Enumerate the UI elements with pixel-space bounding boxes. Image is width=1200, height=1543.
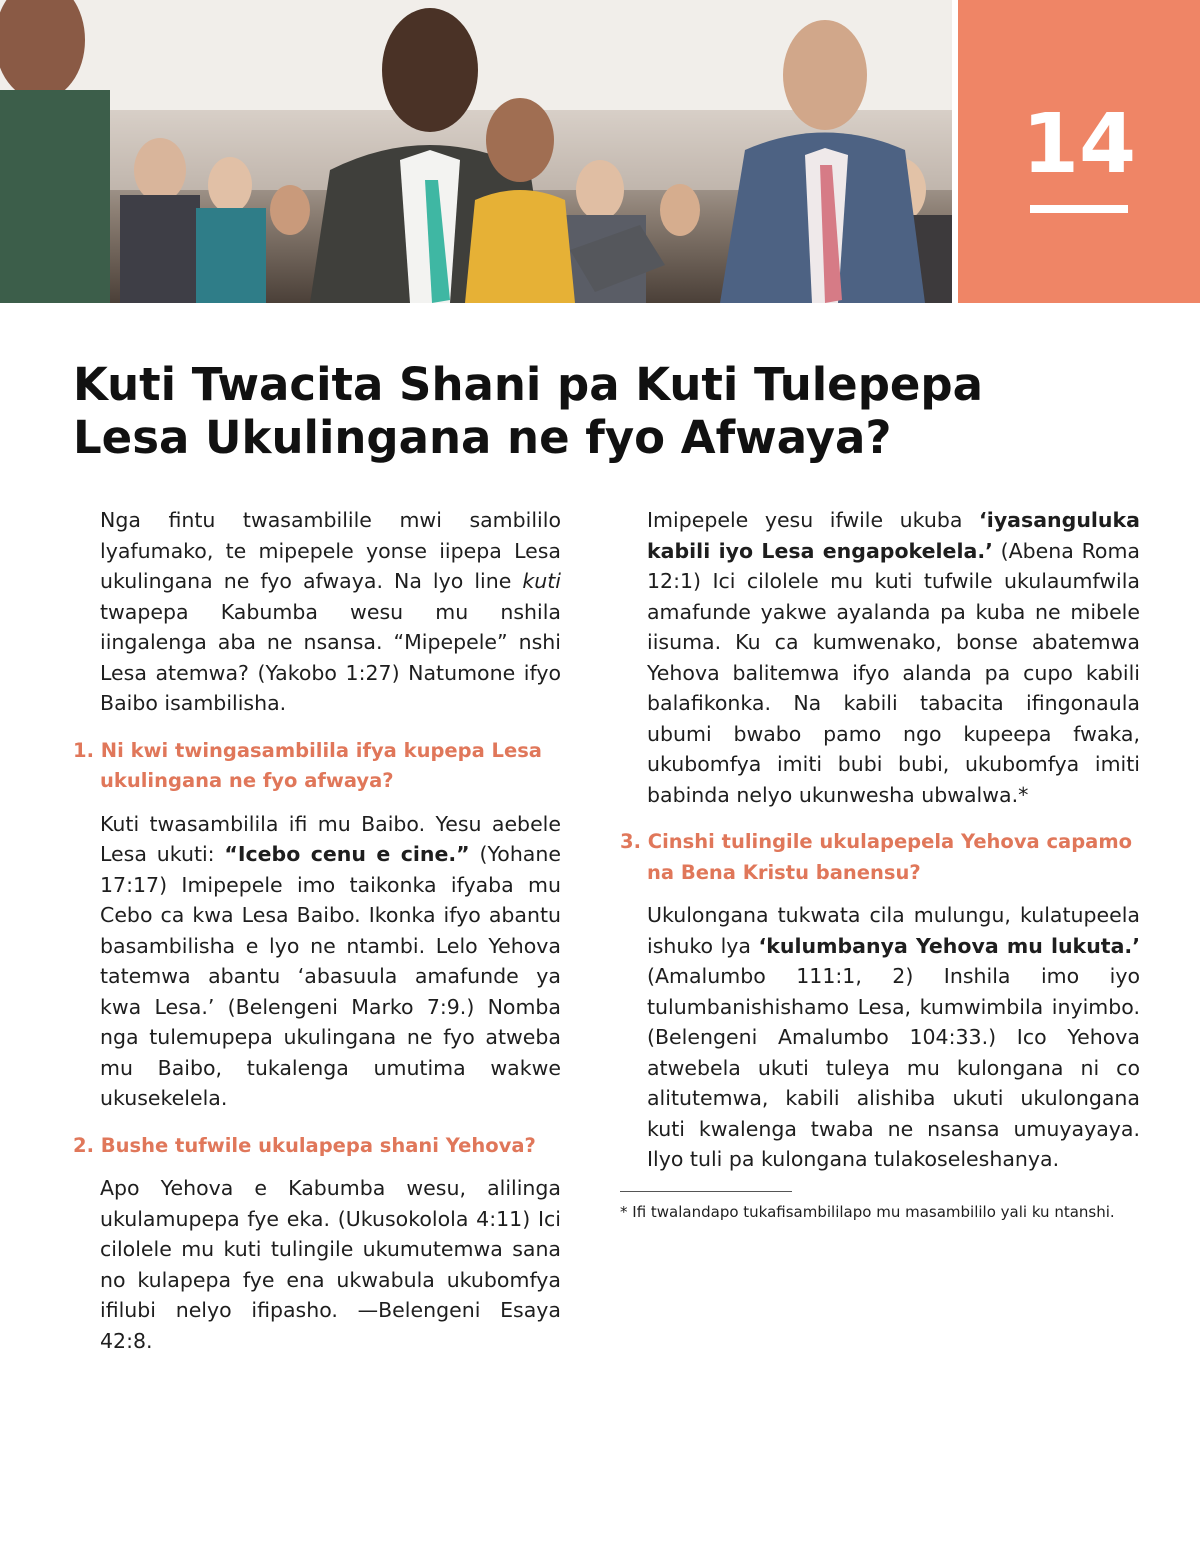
- continuation-text-a: Imipepele yesu ifwile ukuba: [647, 508, 979, 532]
- continuation-bold: ‘iyasanguluka kabili iyo Lesa engapokelela.’: [647, 508, 1140, 563]
- answer-1-paragraph: [73, 809, 561, 1114]
- answer-1-text-b: (Yohane 17:17) Imipepele imo taikonka ifyaba mu Cebo ca kwa Lesa Baibo. Ikonka ifyo abantu basambilisha e lyo ne ntambi. Lelo Yehova tatemwa abantu ‘abasuula amafunde ya kwa Lesa.’ (Belengeni Marko 7:9.) Nomba nga tulemupepa ukulingana ne fyo atweba mu Baibo, tukalenga umutima wakwe ukusekelela.: [100, 842, 561, 1110]
- hero-photo: [0, 0, 952, 303]
- intro-text-b: twapepa Kabumba wesu mu nshila iingalenga aba ne nsansa. “Mipepele” nshi Lesa atemwa? (Yakobo 1:27) Natumone ifyo Baibo isambilisha.: [100, 599, 561, 715]
- continuation-paragraph: [620, 505, 1140, 810]
- intro-emphasis: kuti: [522, 569, 561, 593]
- question-1: [73, 736, 561, 797]
- left-column: [73, 505, 561, 1356]
- question-3: [620, 827, 1140, 888]
- answer-3-text-b: (Amalumbo 111:1, 2) Inshila imo iyo tulumbanishishamo Lesa, kumwimbila inyimbo. (Belengeni Amalumbo 104:33.) Ico Yehova atwebela ukuti tuleya mu kulongana ni co alitutemwa, kabili alishiba ukuti ukulongana kuti kwalenga twaba ne nsansa umuyayaya. Ilyo tuli pa kulongana tulakoseleshanya.: [647, 964, 1140, 1171]
- continuation-text-b: (Abena Roma 12:1) Ici cilolele mu kuti tufwile ukulaumfwila amafunde yakwe ayalanda pa kuba ne mibele iisuma. Ku ca kumwenako, bonse abatemwa Yehova balitemwa ifyo alanda pa cupo kabili balafikonka. Na kabili tabacita ifingonaula ubumi bwabo pamo ngo kupeepa fwaka, ukubomfya imiti bubi bubi, ukubomfya imiti babinda nelyo ukunwesha ubwalwa.: [647, 538, 1140, 807]
- lesson-number-underline: [1030, 205, 1128, 213]
- answer-3-text-a: Ukulongana tukwata cila mulungu, kulatupeela ishuko lya: [647, 903, 1140, 958]
- question-1-text: Ni kwi twingasambilila ifya kupepa Lesa ukulingana ne fyo afwaya?: [100, 738, 542, 792]
- intro-paragraph: [73, 505, 561, 719]
- page-title: [73, 358, 1133, 464]
- title-line-2: Lesa Ukulingana ne fyo Afwaya?: [73, 411, 892, 464]
- answer-1-text-a: Kuti twasambilila ifi mu Baibo. Yesu aebele Lesa ukuti:: [100, 811, 561, 866]
- footnote-marker[interactable]: *: [1018, 782, 1029, 807]
- title-line-1: Kuti Twacita Shani pa Kuti Tulepepa: [73, 358, 983, 411]
- right-column: [620, 505, 1140, 1222]
- lesson-number: 14: [1021, 97, 1137, 192]
- footnote-divider: [620, 1191, 792, 1192]
- question-2-number: 2.: [73, 1133, 94, 1157]
- answer-3-bold: ‘kulumbanya Yehova mu lukuta.’: [758, 933, 1140, 958]
- question-3-number: 3.: [620, 830, 641, 853]
- question-1-number: 1.: [73, 738, 94, 762]
- lesson-number-box: [958, 0, 1200, 303]
- congregation-singing-illustration: [0, 0, 952, 303]
- answer-1-bold: “Icebo cenu e cine.”: [224, 842, 470, 866]
- answer-3-paragraph: [620, 900, 1140, 1175]
- question-2: [73, 1131, 561, 1162]
- intro-text-a: Nga fintu twasambilile mwi sambililo lyafumako, te mipepele yonse iipepa Lesa ukulingana ne fyo afwaya. Na lyo line: [100, 508, 561, 593]
- question-2-text: Bushe tufwile ukulapepa shani Yehova?: [100, 1133, 536, 1157]
- answer-2-text: Apo Yehova e Kabumba wesu, alilinga ukulamupepa fye eka. (Ukusokolola 4:11) Ici cilolele mu kuti tulingile ukumutemwa sana no kulapepa fye ena ukwabula ukubomfya ifilubi nelyo ifipasho. —Belengeni Esaya 42:8.: [100, 1176, 561, 1353]
- answer-2-paragraph: [73, 1173, 561, 1356]
- footnote: * Ifi twalandapo tukafisambililapo mu masambililo yali ku ntanshi.: [620, 1202, 1115, 1221]
- question-3-text: Cinshi tulingile ukulapepela Yehova capamo na Bena Kristu banensu?: [647, 830, 1133, 884]
